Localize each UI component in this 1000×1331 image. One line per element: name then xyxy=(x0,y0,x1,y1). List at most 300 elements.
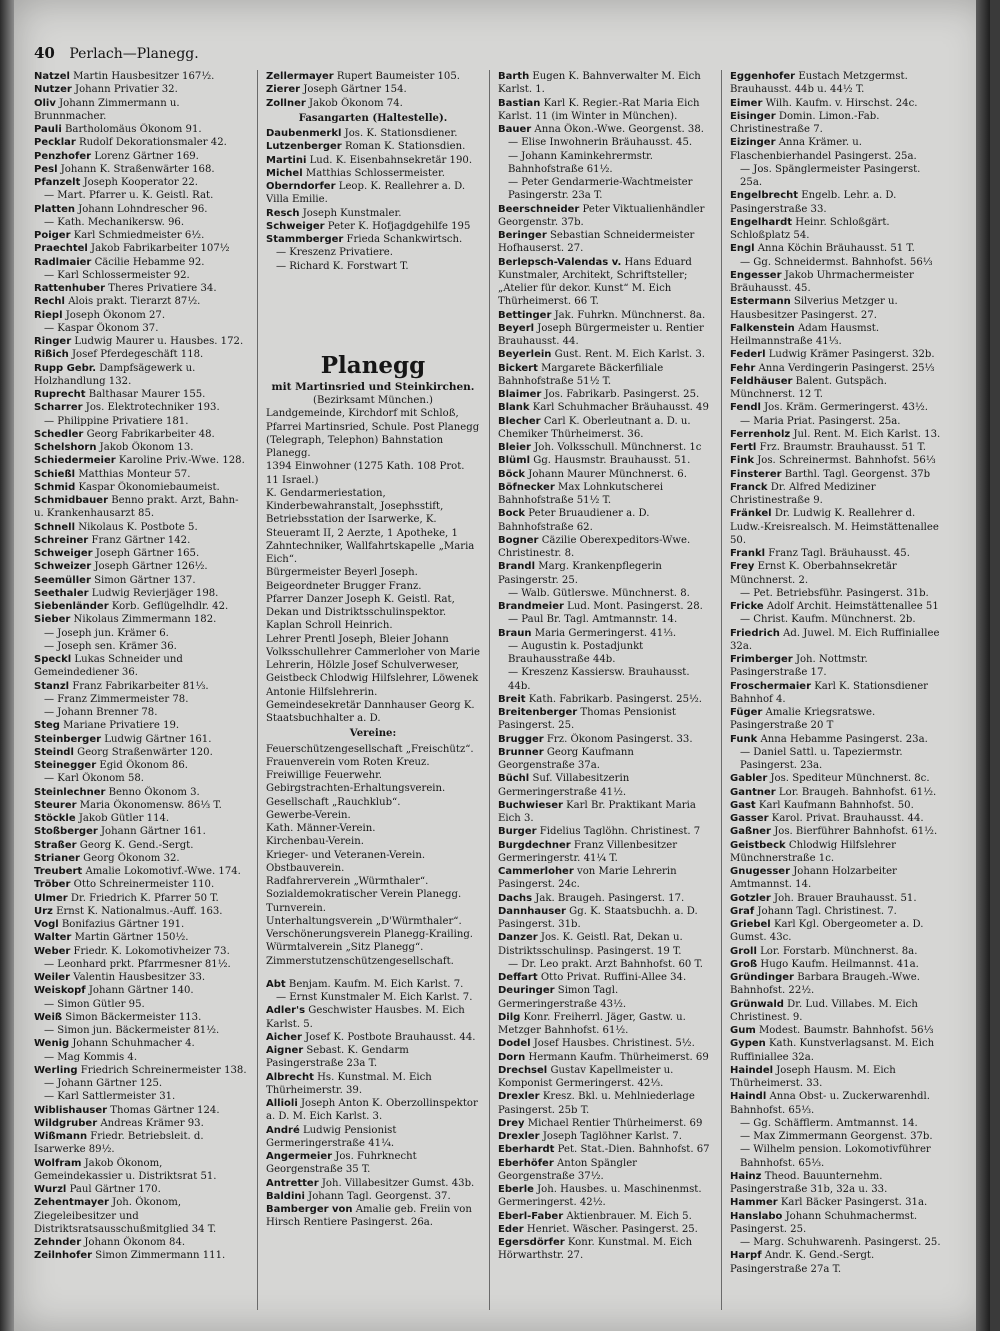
entry-surname: Ringer xyxy=(34,336,72,347)
directory-entry xyxy=(266,1071,480,1098)
directory-entry xyxy=(34,865,248,878)
entry-surname: Gypen xyxy=(730,1038,766,1050)
entry-surname: Eder xyxy=(498,1223,524,1235)
entry-details: Frz. Ökonom Pasingerst. 33. xyxy=(546,733,693,745)
entry-surname: Eberle xyxy=(498,1184,534,1195)
entry-surname: Frey xyxy=(730,561,755,573)
entry-surname: Albrecht xyxy=(266,1071,314,1083)
entry-surname: Eberhöfer xyxy=(498,1157,554,1169)
entry-surname: Nutzer xyxy=(34,84,72,96)
entry-details: Peter K. Hofjagdgehilfe 195 xyxy=(327,220,471,232)
directory-entry xyxy=(34,958,248,971)
entry-details: — Johann Brenner 78. xyxy=(44,707,158,718)
entry-details: — Dr. Leo prakt. Arzt Bahnhofst. 60 T. xyxy=(508,958,703,970)
entry-surname: Frimberger xyxy=(730,654,793,665)
entry-details: Egid Ökonom 86. xyxy=(99,760,188,771)
entry-details: Joseph Ökonom 27. xyxy=(65,309,166,321)
entry-surname: Beyerl xyxy=(498,322,535,334)
entry-surname: Ferrenholz xyxy=(730,428,791,440)
entry-details: Thomas Gärtner 124. xyxy=(110,1104,220,1116)
entry-details: — Leonhard prkt. Pfarrmesner 81½. xyxy=(44,958,231,970)
verein-item: Gesellschaft „Rauchklub“. xyxy=(266,796,401,808)
entry-details: Joseph Anton K. Oberzollinspektor a. D. M. Eich Karlst. 3. xyxy=(266,1098,478,1123)
directory-entry xyxy=(266,1031,480,1044)
entry-surname: Brunner xyxy=(498,746,544,758)
directory-entry xyxy=(498,401,712,414)
entry-surname: Gasser xyxy=(730,813,769,824)
directory-entry xyxy=(34,653,248,680)
entry-surname: Stöckle xyxy=(34,813,76,824)
verein-item: Unterhaltungsverein „D'Würmthaler“. xyxy=(266,915,462,927)
entry-surname: Eizinger xyxy=(730,137,776,149)
entry-surname: Eberhardt xyxy=(498,1144,555,1156)
entry-details: Hs. Kunstmal. M. Eich Thürheimerstr. 39. xyxy=(266,1071,432,1096)
entry-details: Leop. K. Reallehrer a. D. Villa Emilie. xyxy=(266,181,466,206)
directory-entry xyxy=(730,1130,944,1143)
directory-entry xyxy=(34,706,248,719)
planegg-mayor: Bürgermeister Beyerl Joseph. xyxy=(266,567,418,579)
entry-surname: Praechtel xyxy=(34,243,88,255)
directory-entry xyxy=(498,1210,712,1223)
directory-entry xyxy=(266,70,480,83)
directory-entry xyxy=(34,613,248,626)
entry-surname: Pauli xyxy=(34,124,62,135)
entry-details: — Jos. Spänglermeister Pasingerst. 25a. xyxy=(740,163,921,188)
entry-details: Ludwig Krämer Pasingerst. 32b. xyxy=(768,349,935,361)
entry-details: — Richard K. Forstwart T. xyxy=(276,260,409,272)
entry-surname: Engelbrecht xyxy=(730,190,799,202)
entry-surname: Engesser xyxy=(730,269,782,281)
verein-item: Würmtalverein „Sitz Planegg“. xyxy=(266,942,424,954)
entry-surname: Antretter xyxy=(266,1177,319,1189)
entry-details: Anton Spängler Georgenstraße 37½. xyxy=(498,1157,638,1182)
entry-surname: Zollner xyxy=(266,97,306,109)
entry-surname: Schelshorn xyxy=(34,442,97,453)
directory-entry xyxy=(730,772,944,785)
entry-surname: Bickert xyxy=(498,362,538,374)
entry-details: Joseph Taglöhner Karlst. 7. xyxy=(542,1131,682,1142)
entry-details: Franz Gärtner 142. xyxy=(91,534,191,546)
running-title: Perlach—Planegg. xyxy=(69,46,199,62)
entry-surname: Urz xyxy=(34,905,53,917)
entry-details: Matthias Schlossermeister. xyxy=(305,167,445,179)
entry-details: Andreas Krämer 93. xyxy=(100,1117,204,1129)
directory-entry xyxy=(498,892,712,905)
directory-entry xyxy=(498,746,712,773)
entry-details: Silverius Metzger u. Hausbesitzer Pasingerst. 27. xyxy=(730,296,898,321)
entry-surname: Estermann xyxy=(730,296,791,308)
directory-entry xyxy=(34,839,248,852)
entry-details: Andr. K. Gend.-Sergt. Pasingerstraße 27a T. xyxy=(730,1250,875,1275)
directory-entry xyxy=(34,1064,248,1077)
entry-details: — Kath. Mechanikersw. 96. xyxy=(44,216,185,228)
entry-surname: Zellermayer xyxy=(266,71,334,82)
entry-surname: Lutzenberger xyxy=(266,141,342,153)
entry-surname: Brandl xyxy=(498,561,536,573)
entry-surname: Steindl xyxy=(34,746,74,758)
entry-details: Ernst K. Nationalmus.-Auff. 163. xyxy=(56,905,223,917)
directory-entry xyxy=(730,1210,944,1237)
entry-details: Jos. Schreinermst. Bahnhofst. 56⅓ xyxy=(757,455,936,467)
entry-surname: Schiedermeier xyxy=(34,455,116,467)
entry-surname: Büchl xyxy=(498,773,530,785)
directory-entry xyxy=(730,401,944,414)
planegg-subtitle: mit Martinsried und Steinkirchen. xyxy=(271,380,475,393)
directory-entry xyxy=(498,733,712,746)
entry-details: — Gg. Schäfflerm. Amtmannst. 14. xyxy=(740,1117,918,1129)
directory-entry xyxy=(730,1236,944,1249)
entry-details: — Karl Schlossermeister 92. xyxy=(44,269,190,281)
entry-details: Georg Fabrikarbeiter 48. xyxy=(86,428,215,440)
entry-surname: Haindl xyxy=(730,1091,767,1103)
directory-entry xyxy=(34,587,248,600)
directory-entry xyxy=(266,1044,480,1071)
entry-details: Ludwig Revierjäger 198. xyxy=(91,587,219,599)
entry-surname: Ruprecht xyxy=(34,389,86,400)
entry-details: Anna Köchin Bräuhausst. 51 T. xyxy=(757,243,915,255)
directory-entry xyxy=(34,203,248,216)
entry-surname: Dannhauser xyxy=(498,905,566,917)
planegg-pastor: Pfarrer Danzer Joseph K. Geistl. Rat, Dekan und Distriktsschulinspektor. xyxy=(266,593,455,618)
directory-entry xyxy=(34,362,248,389)
entry-surname: Steg xyxy=(34,720,60,732)
entry-surname: Eimer xyxy=(730,97,763,109)
entry-details: — Joseph jun. Krämer 6. xyxy=(44,627,169,639)
entry-details: Gg. K. Staatsbuchh. a. D. Pasingerst. 31b. xyxy=(498,905,698,930)
entry-surname: Bamberger von xyxy=(266,1204,353,1215)
directory-entry xyxy=(498,256,712,309)
directory-entry xyxy=(730,733,944,746)
entry-surname: Pecklar xyxy=(34,137,76,149)
entry-details: Adam Hausmst. Heilmannstraße 41⅓. xyxy=(730,322,880,347)
column-divider xyxy=(257,70,258,1310)
entry-details: Margarete Bäckerfiliale Bahnhofstraße 51½ T. xyxy=(498,362,664,387)
entry-details: Maria Germeringerst. 41⅓. xyxy=(534,627,677,639)
directory-entry xyxy=(498,1130,712,1143)
entry-surname: Griebel xyxy=(730,919,771,930)
entry-details: Jos. Elektrotechniker 193. xyxy=(85,402,220,414)
entry-details: Simon Zimmermann 111. xyxy=(95,1250,226,1262)
entry-surname: Froschermaier xyxy=(730,680,812,692)
entry-details: Ernst K. Oberbahnsekretär Münchnerst. 2. xyxy=(730,561,897,586)
verein-item: Sozialdemokratischer Verein Planegg. xyxy=(266,889,462,901)
directory-entry xyxy=(34,1183,248,1196)
directory-entry xyxy=(730,322,944,349)
entry-details: Simon Gärtner 137. xyxy=(94,574,196,586)
directory-entry xyxy=(730,97,944,110)
entry-details: Joseph Kunstmaler. xyxy=(302,207,402,219)
directory-entry xyxy=(34,163,248,176)
directory-entry xyxy=(34,892,248,905)
directory-entry xyxy=(34,931,248,944)
directory-entry xyxy=(34,150,248,163)
directory-entry xyxy=(730,375,944,402)
entry-details: Balthasar Maurer 155. xyxy=(88,389,206,400)
entry-surname: Daubenmerkl xyxy=(266,128,342,139)
entry-details: Johann Ökonom 84. xyxy=(84,1237,186,1248)
directory-entry xyxy=(730,892,944,905)
entry-surname: Beringer xyxy=(498,230,547,241)
entry-surname: Schreiner xyxy=(34,534,89,546)
directory-entry xyxy=(730,136,944,163)
directory-entry xyxy=(730,600,944,613)
entry-surname: Baldini xyxy=(266,1190,305,1202)
directory-entry xyxy=(730,971,944,998)
entry-surname: Dilg xyxy=(498,1011,521,1023)
entry-surname: Weiler xyxy=(34,972,71,983)
entry-surname: Tröber xyxy=(34,879,71,891)
entry-details: Joseph Gärtner 165. xyxy=(95,548,200,559)
directory-entry xyxy=(730,415,944,428)
entry-surname: Dachs xyxy=(498,892,533,904)
directory-entry xyxy=(730,70,944,97)
directory-entry xyxy=(498,1157,712,1184)
directory-entry xyxy=(498,825,712,838)
directory-entry xyxy=(730,958,944,971)
entry-details: Otto Privat. Ruffini-Allee 34. xyxy=(540,972,687,983)
entry-surname: Ulmer xyxy=(34,892,68,904)
entry-details: Jos. Fuhrknecht Georgenstraße 35 T. xyxy=(266,1151,417,1176)
planegg-secretary: Gemeindesekretär Dannhauser Georg K. Staatsbuchhalter a. D. xyxy=(266,699,475,724)
entry-surname: Finsterer xyxy=(730,468,782,480)
directory-entry xyxy=(34,878,248,891)
entry-details: Johann Tagl. Georgenst. 37. xyxy=(308,1190,451,1202)
directory-entry xyxy=(730,799,944,812)
entry-details: Max Lohnkutscherei Bahnhofstraße 51½ T. xyxy=(498,481,664,506)
directory-entry xyxy=(730,998,944,1025)
entry-details: Jul. Rent. M. Eich Karlst. 13. xyxy=(793,428,941,440)
entry-surname: Rißich xyxy=(34,349,69,361)
directory-entry xyxy=(498,1090,712,1117)
directory-entry xyxy=(34,560,248,573)
directory-entry xyxy=(34,984,248,997)
directory-entry xyxy=(34,746,248,759)
column-3 xyxy=(498,70,712,1263)
entry-details: Theod. Bauunternehm. Pasingerstraße 31b, 32a u. 33. xyxy=(730,1170,888,1195)
planegg-teachers: Lehrer Prentl Joseph, Bleier Johann Volksschullehrer Cammerloher von Marie Lehrerin, Hölzle Josef Schulverweser, Geistbeck Chlodwig Hilfslehrer, Löwenek Antonie Hilfslehrerin. xyxy=(266,633,480,698)
entry-surname: Bock xyxy=(498,508,526,520)
verein-item: Radfahrerverein „Würmthaler“. xyxy=(266,876,429,887)
directory-entry xyxy=(498,706,712,733)
entry-surname: Martini xyxy=(266,154,307,166)
entry-details: Henriet. Wäscher. Pasingerst. 25. xyxy=(526,1223,698,1235)
directory-entry xyxy=(498,613,712,626)
directory-entry xyxy=(34,83,248,96)
entry-details: Chlodwig Hilfslehrer Münchnerstraße 1c. xyxy=(730,839,896,864)
planegg-institutions: K. Gendarmeriestation, Kinderbewahranstalt, Josephsstift, Betriebsstation der Isarwerke, K. Steueramt II, 2 Aerzte, 1 Apotheke, 1 Zahntechniker, Wallfahrtskapelle „Maria Eich“. xyxy=(266,487,475,565)
verein-item: Kirchenbau-Verein. xyxy=(266,836,364,848)
entry-details: Dr. Lud. Villabes. M. Eich Christinest. 9. xyxy=(730,998,918,1023)
entry-details: Johann Zimmermann u. Brunnmacher. xyxy=(34,97,180,122)
directory-entry xyxy=(34,494,248,521)
directory-entry xyxy=(34,1130,248,1157)
entry-surname: Drexler xyxy=(498,1091,540,1103)
entry-details: Suf. Villabesitzerin Germeringerstraße 41½. xyxy=(498,773,630,798)
entry-details: Nikolaus K. Postbote 5. xyxy=(78,521,198,533)
directory-entry xyxy=(498,865,712,892)
directory-entry xyxy=(730,1064,944,1091)
entry-surname: Schedler xyxy=(34,428,84,440)
entry-surname: Pesl xyxy=(34,163,58,175)
directory-entry xyxy=(34,547,248,560)
entry-details: Jakob Uhrmachermeister Bräuhausst. 45. xyxy=(730,269,914,294)
entry-details: Bartholomäus Ökonom 91. xyxy=(65,124,202,135)
directory-entry xyxy=(266,1097,480,1124)
directory-entry xyxy=(34,733,248,746)
directory-entry xyxy=(730,825,944,838)
directory-entry xyxy=(498,1183,712,1210)
entry-details: Barthl. Tagl. Georgenst. 37b xyxy=(784,468,931,480)
entry-surname: Deuringer xyxy=(498,985,555,997)
entry-details: Frz. Braumstr. Brauhausst. 51 T. xyxy=(759,442,926,453)
entry-surname: Seemüller xyxy=(34,574,91,586)
entry-details: Karl Kaufmann Bahnhofst. 50. xyxy=(758,799,914,811)
entry-surname: Schnell xyxy=(34,521,76,533)
entry-surname: Danzer xyxy=(498,932,538,944)
entry-details: Karoline Priv.-Wwe. 128. xyxy=(118,455,245,467)
entry-details: — Ernst Kunstmaler M. Eich Karlst. 7. xyxy=(276,992,473,1003)
entry-surname: Weiskopf xyxy=(34,985,86,997)
entry-details: Anna Krämer. u. Flaschenbierhandel Pasingerst. 25a. xyxy=(730,137,917,162)
entry-surname: Gum xyxy=(730,1025,756,1036)
entry-details: Friedr. Betriebsleit. d. Isarwerke 89½. xyxy=(34,1131,204,1156)
entry-details: Mariane Privatiere 19. xyxy=(63,720,180,732)
entry-details: Wilh. Kaufm. v. Hirschst. 24c. xyxy=(765,97,918,109)
entry-details: Martin Gärtner 150½. xyxy=(74,932,189,944)
entry-details: Johann Tagl. Christinest. 7. xyxy=(757,905,897,917)
entry-surname: Böck xyxy=(498,468,526,480)
directory-entry xyxy=(34,70,248,83)
directory-entry xyxy=(34,786,248,799)
directory-entry xyxy=(34,348,248,361)
entry-details: Valentin Hausbesitzer 33. xyxy=(73,972,206,983)
entry-details: — Kreszenz Privatiere. xyxy=(276,247,393,259)
entry-surname: Schweiger xyxy=(266,220,325,232)
directory-entry xyxy=(498,905,712,932)
entry-details: Lud. Mont. Pasingerst. 28. xyxy=(567,601,703,612)
directory-entry xyxy=(730,1143,944,1170)
directory-entry xyxy=(498,1037,712,1050)
entry-surname: Berlepsch-Valendas v. xyxy=(498,256,622,268)
entry-surname: Eisinger xyxy=(730,110,776,122)
entry-details: Bonifazius Gärtner 191. xyxy=(61,919,185,930)
entry-surname: Abt xyxy=(266,978,286,990)
entry-details: Aktienbrauer. M. Eich 5. xyxy=(566,1210,692,1222)
entry-surname: Poiger xyxy=(34,230,71,241)
entry-details: — Wilhelm pension. Lokomotivführer Bahnhofst. 65⅓. xyxy=(740,1144,931,1169)
entry-surname: Bleier xyxy=(498,442,531,453)
entry-details: Jakob Ökonom 74. xyxy=(309,97,403,109)
entry-details: Joh. Ökonom, Ziegeleibesitzer und Distriktsratsausschußmitglied 34 T. xyxy=(34,1197,217,1235)
entry-surname: Oberndorfer xyxy=(266,181,336,192)
entry-surname: Straßer xyxy=(34,839,77,851)
entry-surname: Blecher xyxy=(498,415,541,427)
directory-entry xyxy=(498,362,712,389)
entry-details: — Franz Zimmermeister 78. xyxy=(44,693,189,705)
entry-details: Lor. Forstarb. Münchnerst. 8a. xyxy=(760,945,918,957)
entry-details: — Johann Gärtner 125. xyxy=(44,1078,163,1089)
entry-surname: Drexler xyxy=(498,1131,540,1142)
directory-entry xyxy=(34,216,248,229)
entry-details: Dr. Alfred Mediziner Christinestraße 9. xyxy=(730,481,876,506)
directory-entry xyxy=(34,123,248,136)
entry-surname: Franck xyxy=(730,481,768,493)
directory-entry xyxy=(498,454,712,467)
entry-surname: Geistbeck xyxy=(730,839,786,851)
entry-details: Sebast. K. Gendarm Pasingerstraße 23a T. xyxy=(266,1045,409,1070)
entry-details: Joseph Hausm. M. Eich Thürheimerst. 33. xyxy=(730,1064,896,1089)
directory-entry xyxy=(266,991,480,1004)
entry-details: Lor. Braugeh. Bahnhofst. 61½. xyxy=(778,786,937,798)
directory-entry xyxy=(34,454,248,467)
entry-details: Martin Hausbesitzer 167½. xyxy=(73,71,215,82)
directory-entry xyxy=(498,1236,712,1263)
entry-details: Jos. K. Stationsdiener. xyxy=(344,128,458,139)
entry-surname: Scharrer xyxy=(34,402,83,414)
entry-surname: Rechl xyxy=(34,296,65,308)
planegg-population: 1394 Einwohner (1275 Kath. 108 Prot. 11 Israel.) xyxy=(266,461,465,486)
entry-details: Franz Villenbesitzer Germeringerstr. 41¼ T. xyxy=(498,839,678,864)
directory-entry xyxy=(730,295,944,322)
directory-entry xyxy=(730,110,944,137)
directory-entry xyxy=(34,1196,248,1236)
entry-surname: Schweiger xyxy=(34,548,93,559)
entry-surname: Groll xyxy=(730,945,757,957)
entry-surname: Schweizer xyxy=(34,561,92,573)
entry-details: — Gg. Schneidermst. Bahnhofst. 56⅓ xyxy=(740,256,933,268)
directory-entry xyxy=(730,905,944,918)
column-1 xyxy=(34,70,248,1263)
directory-entry xyxy=(730,1117,944,1130)
entry-details: — Christ. Kaufm. Münchnerst. 2b. xyxy=(740,614,916,626)
directory-entry xyxy=(34,799,248,812)
directory-entry xyxy=(730,441,944,454)
verein-item: Kath. Männer-Verein. xyxy=(266,823,376,834)
directory-entry xyxy=(34,229,248,242)
directory-entry xyxy=(34,1024,248,1037)
planegg-district: (Bezirksamt München.) xyxy=(313,395,433,406)
planegg-title: Planegg xyxy=(320,351,426,379)
entry-surname: Gnugesser xyxy=(730,866,791,877)
directory-entry xyxy=(34,627,248,640)
directory-entry xyxy=(730,945,944,958)
entry-details: Kaspar Ökonomiebaumeist. xyxy=(78,481,220,493)
entry-surname: Gründinger xyxy=(730,972,794,983)
entry-details: Kath. Kunstverlagsanst. M. Eich Ruffiniallee 32a. xyxy=(730,1038,935,1063)
entry-details: Fidelius Taglöhn. Christinest. 7 xyxy=(539,826,701,838)
entry-details: Hugo Kaufm. Heilmannst. 41a. xyxy=(760,958,919,970)
directory-entry xyxy=(498,123,712,136)
entry-details: Gust. Rent. M. Eich Karlst. 3. xyxy=(554,349,705,361)
entry-surname: Fendl xyxy=(730,402,761,414)
entry-details: Balent. Gutspäch. Münchnerst. 12 T. xyxy=(730,375,887,400)
directory-entry xyxy=(34,256,248,269)
entry-details: Jak. Fuhrkn. Münchnerst. 8a. xyxy=(554,309,706,321)
entry-surname: Gast xyxy=(730,799,756,811)
entry-surname: Fink xyxy=(730,455,755,467)
directory-entry xyxy=(730,1024,944,1037)
directory-entry xyxy=(266,978,480,991)
entry-details: Johann Maurer Münchnerst. 6. xyxy=(528,468,687,480)
entry-details: Cäzilie Oberexpeditors-Wwe. Christinestr. 8. xyxy=(498,534,691,559)
entry-details: Jos. K. Geistl. Rat, Dekan u. Distriktsschulinsp. Pasingerst. 19 T. xyxy=(498,932,683,957)
entry-surname: Allioli xyxy=(266,1098,298,1109)
entry-details: Ad. Juwel. M. Eich Ruffiniallee 32a. xyxy=(730,627,940,652)
entry-surname: Grünwald xyxy=(730,998,784,1010)
entry-details: Joseph Bürgermeister u. Rentier Brauhausst. 44. xyxy=(498,322,704,347)
directory-entry xyxy=(498,666,712,693)
directory-entry xyxy=(34,812,248,825)
